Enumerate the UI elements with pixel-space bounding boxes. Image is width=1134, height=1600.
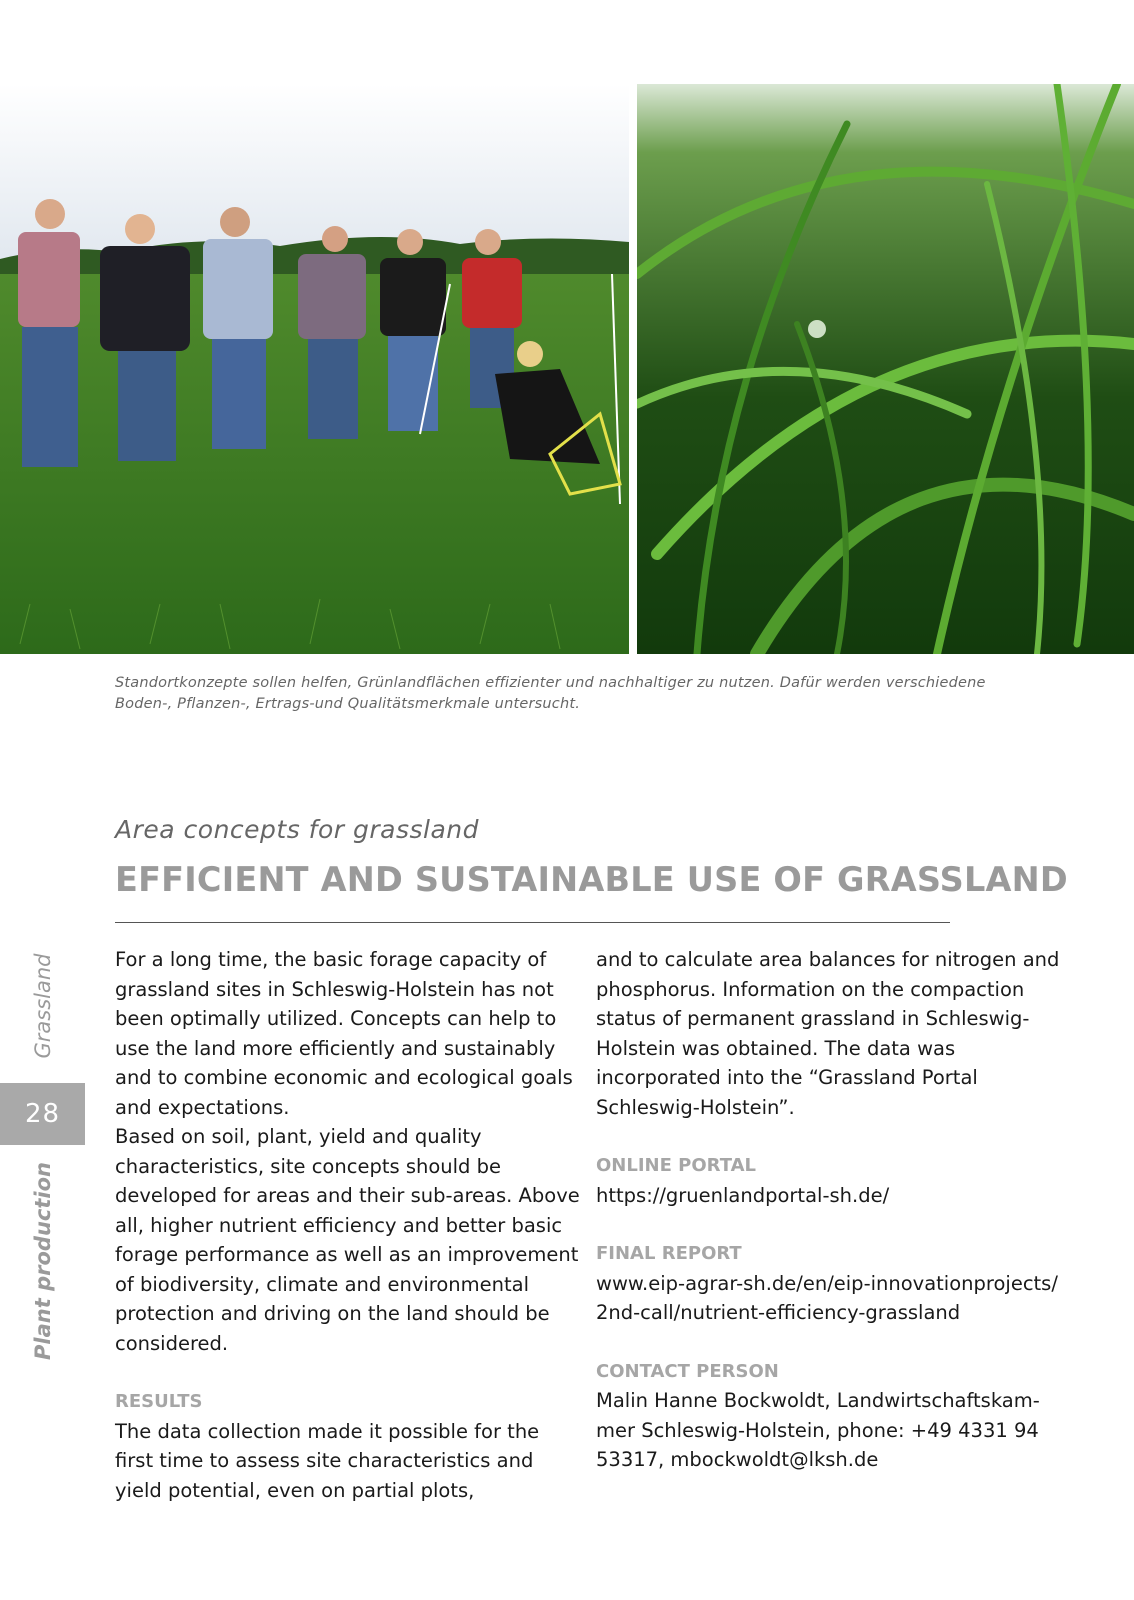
page-number: 28 bbox=[24, 1099, 61, 1129]
grass-closeup-photo bbox=[637, 84, 1134, 654]
section-tab bbox=[28, 948, 58, 1063]
category-label: Plant production bbox=[31, 1161, 55, 1360]
field-visit-photo bbox=[0, 84, 629, 654]
intro-paragraph: For a long time, the basic forage capacity of grassland sites in Schleswig-Holstein has not been optimally utilized. Concepts can help to use the land more efficiently and sustainably and to combine economic and ecological goals and expectations. bbox=[115, 948, 573, 1119]
contact-person-label: CONTACT PERSON bbox=[596, 1360, 779, 1382]
concept-paragraph: Based on soil, plant, yield and quality characteristics, site concepts should be developed for areas and their sub-areas. Above all, higher nutrient efficiency and better basic forage performance as well as an improvement of biodiversity, climate and environmental protection and driving on the land should be considered. bbox=[115, 1125, 580, 1355]
photo-caption: Standortkonzepte sollen helfen, Grünlandflächen effizienter und nachhaltiger zu nutzen. Dafür werden verschiedene Boden-, Pflanzen-, Ertrags-und Qualitätsmerkmale untersucht. bbox=[115, 675, 986, 712]
online-portal-label: ONLINE PORTAL bbox=[596, 1155, 756, 1176]
final-report-link-line1[interactable]: www.eip-agrar-sh.de/en/eip-innovationprojects/ bbox=[596, 1271, 1058, 1295]
section-label: Grassland bbox=[31, 953, 55, 1058]
final-report-label: FINAL REPORT bbox=[596, 1243, 742, 1264]
results-continued-paragraph: and to calculate area balances for nitrogen and phosphorus. Information on the compaction status of permanent grassland in Schleswig-Holstein was obtained. The data was incorporated into the “Grassland Portal Schleswig-Holstein”. bbox=[596, 948, 1060, 1119]
page-number-box bbox=[0, 1083, 85, 1145]
results-paragraph: The data collection made it possible for the first time to assess site characteristics and yield potential, even on partial plots, bbox=[115, 1419, 540, 1502]
left-text-column bbox=[115, 945, 580, 1505]
results-label: RESULTS bbox=[115, 1391, 203, 1412]
final-report-link-line2[interactable]: 2nd-call/nutrient-efficiency-grassland bbox=[596, 1301, 961, 1324]
online-portal-link[interactable]: https://gruenlandportal-sh.de/ bbox=[596, 1183, 890, 1207]
title-divider bbox=[115, 922, 950, 923]
category-tab bbox=[28, 1163, 58, 1358]
article-subtitle: Area concepts for grassland bbox=[115, 815, 480, 844]
contact-person-text: Malin Hanne Bockwoldt, Landwirtschaftskam-mer Schleswig-Holstein, phone: +49 4331 94 53317, mbockwoldt@lksh.de bbox=[596, 1389, 1040, 1471]
article-title: EFFICIENT AND SUSTAINABLE USE OF GRASSLAND bbox=[115, 860, 1068, 899]
right-text-column bbox=[596, 945, 1066, 1475]
